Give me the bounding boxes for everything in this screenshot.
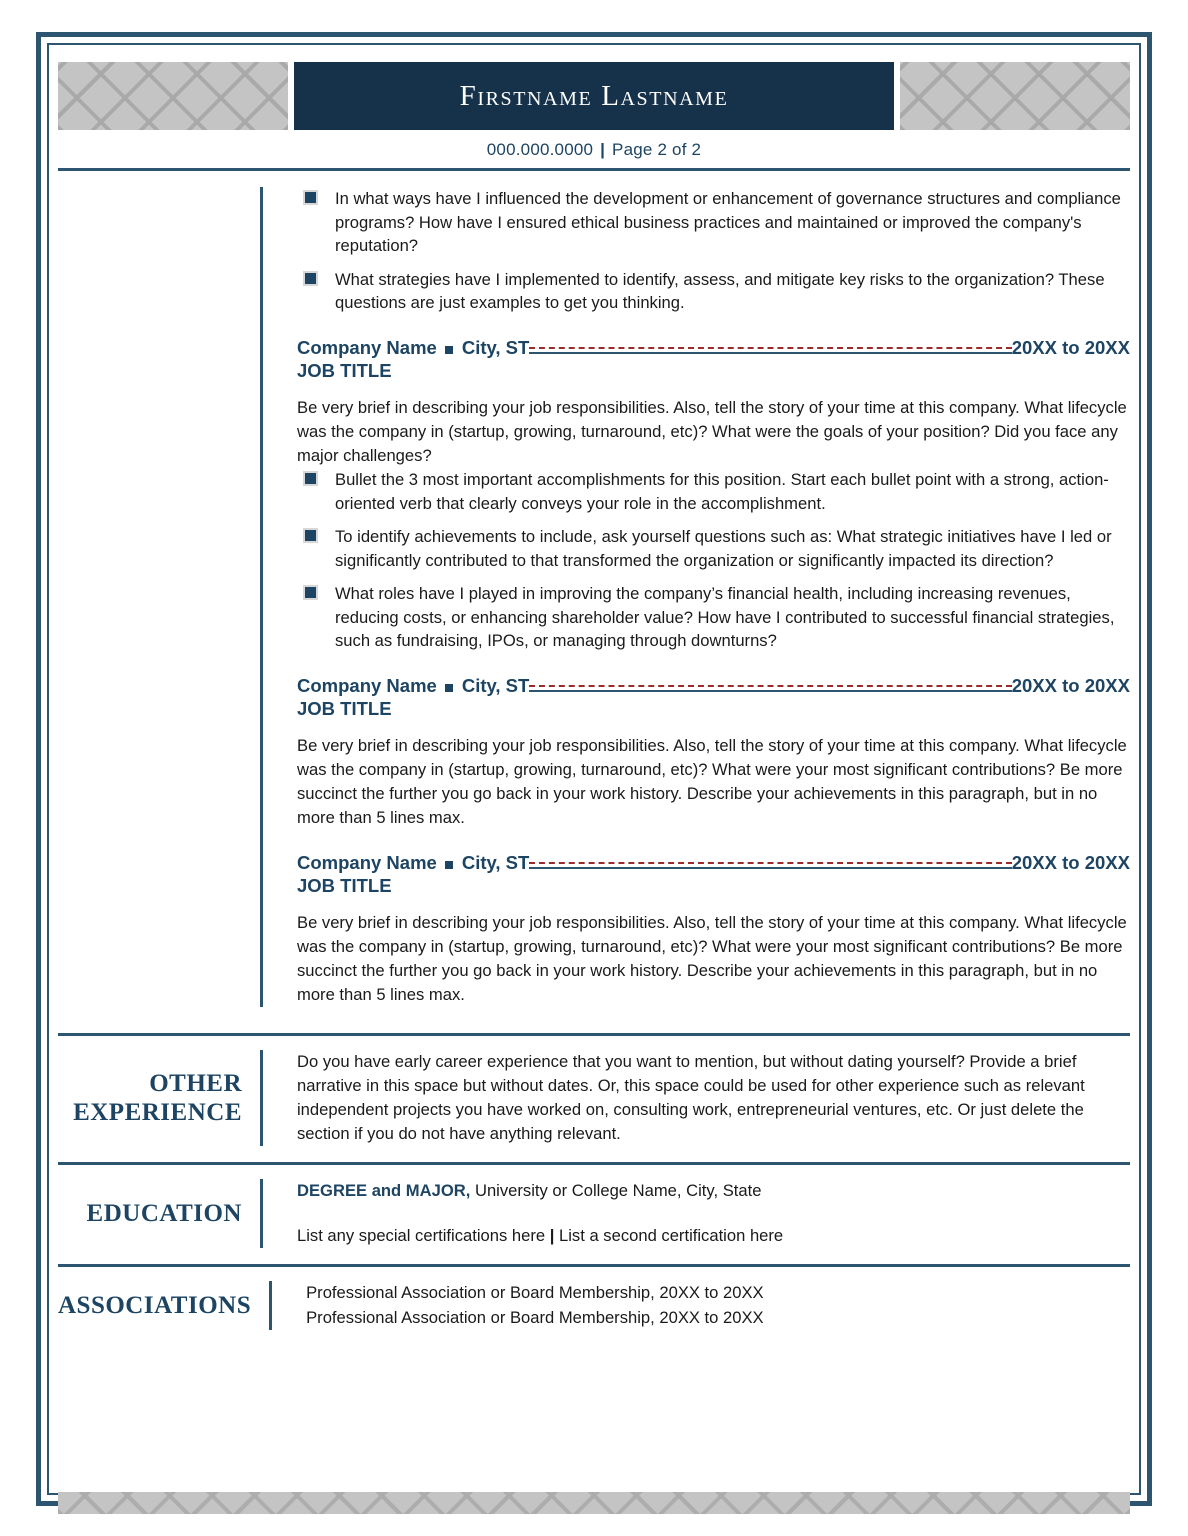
square-bullet-icon: [305, 192, 316, 203]
certification-first: List any special certifications here: [297, 1225, 546, 1245]
section-label-text: EDUCATION: [86, 1200, 242, 1227]
header-band: [58, 62, 1130, 130]
company-name: Company Name: [297, 336, 437, 358]
job-header: [297, 852, 1130, 874]
company-location: City, ST: [461, 852, 530, 874]
list-item: [297, 187, 1130, 258]
bullet-text: Bullet the 3 most important accomplishments for this position. Start each bullet point with a strong, action-oriented verb that clearly conveys your role in the accomplishment.: [335, 469, 1109, 513]
chevron-pattern-left-icon: [58, 62, 288, 130]
chevron-pattern-footer-icon: [58, 1492, 1130, 1514]
job-title: JOB TITLE: [297, 875, 392, 897]
list-item: [297, 525, 1130, 572]
job-entry: [297, 852, 1130, 1007]
employment-dates: 20XX to 20XX: [1011, 852, 1130, 874]
list-item: [297, 582, 1130, 653]
association-item: Professional Association or Board Membership, 20XX to 20XX: [306, 1282, 764, 1302]
certification-second: List a second certification here: [559, 1225, 784, 1245]
experience-section: [58, 171, 1130, 1007]
contact-line: [58, 130, 1130, 166]
job-description: Be very brief in describing your job responsibilities. Also, tell the story of your time at this company. What lifecycle was the company in (startup, growing, turnaround, etc)? What were the goals of your position? Did you face any major challenges?: [297, 397, 1127, 465]
job-description: Be very brief in describing your job responsibilities. Also, tell the story of your time at this company. What lifecycle was the company in (startup, growing, turnaround, etc)? What were your most significant contributions? Be more succinct the further you go back in your work history. Describe your achievements in this paragraph, but in no more than 5 lines max.: [297, 735, 1127, 828]
page-title: Firstname Lastname: [459, 79, 729, 112]
section-label-line2: EXPERIENCE: [73, 1099, 242, 1127]
employment-dates: 20XX to 20XX: [1011, 674, 1130, 696]
section-label-text: ASSOCIATIONS: [58, 1291, 252, 1319]
phone-number: 000.000.0000: [486, 140, 594, 159]
page-content: [58, 54, 1130, 1484]
association-item: Professional Association or Board Membership, 20XX to 20XX: [306, 1307, 764, 1327]
square-separator-icon: [445, 861, 453, 869]
certification-separator: |: [549, 1225, 555, 1245]
education-section: [58, 1165, 1130, 1263]
chevron-pattern-right-icon: [900, 62, 1130, 130]
associations-section: [58, 1267, 1130, 1346]
degree-major: DEGREE and MAJOR,: [297, 1181, 471, 1201]
job-entry: [297, 337, 1130, 653]
square-bullet-icon: [305, 587, 316, 598]
job-title: JOB TITLE: [297, 359, 392, 381]
bullet-text: What strategies have I implemented to identify, assess, and mitigate key risks to the organization? These questions are just examples to get you thinking.: [335, 269, 1105, 313]
section-label-education: [58, 1179, 260, 1247]
dotted-leader: [529, 857, 1011, 869]
job-title: JOB TITLE: [297, 697, 392, 719]
section-label-other-experience: [58, 1050, 260, 1146]
bullet-text: To identify achievements to include, ask yourself questions such as: What strategic initiatives have I led or significantly contributed to that transformed the organization or significantly impacted its direction?: [335, 527, 1112, 570]
dotted-leader: [529, 680, 1011, 692]
section-label-associations: [58, 1281, 269, 1330]
section-body: [263, 1179, 1130, 1247]
school-name: University or College Name, City, State: [470, 1181, 762, 1201]
list-item: [297, 268, 1130, 315]
intro-bullet-list: [297, 187, 1130, 315]
experience-column: [58, 187, 1130, 1007]
company-location: City, ST: [461, 674, 530, 696]
contact-separator: |: [600, 140, 606, 159]
certifications-row: [297, 1224, 1130, 1248]
page-number-label: Page 2 of 2: [612, 140, 702, 159]
section-body: [272, 1281, 1130, 1330]
company-name: Company Name: [297, 852, 437, 874]
list-item: [297, 468, 1130, 515]
bullet-text: What roles have I played in improving the company’s financial health, including increasing revenues, reducing costs, or enhancing shareholder value? How have I contributed to successful financial strategies, such as fundraising, IPOs, or managing through downturns?: [335, 584, 1115, 651]
name-plate: [294, 62, 894, 130]
job-entry: [297, 675, 1130, 830]
dotted-leader: [529, 342, 1011, 354]
square-bullet-icon: [305, 530, 316, 541]
degree-row: [297, 1179, 1130, 1203]
bullet-text: In what ways have I influenced the development or enhancement of governance structures and compliance programs? How have I ensured ethical business practices and maintained or improved the company's reputation?: [335, 189, 1121, 256]
company-location: City, ST: [461, 336, 530, 358]
section-label-line1: OTHER: [149, 1070, 242, 1098]
job-bullet-list: [297, 468, 1130, 653]
job-header: [297, 675, 1130, 697]
job-header: [297, 337, 1130, 359]
company-name: Company Name: [297, 674, 437, 696]
section-body: [263, 1050, 1130, 1146]
square-separator-icon: [445, 684, 453, 692]
square-bullet-icon: [305, 473, 316, 484]
other-experience-section: [58, 1036, 1130, 1162]
other-experience-text: Do you have early career experience that you want to mention, but without dating yourself? Provide a brief narrative in this space but without dates. Or, this space could be used for other experience such as relevant independent projects you have worked on, consulting work, entrepreneurial ventures, etc. Or just delete the section if you do not have anything relevant.: [297, 1052, 1085, 1144]
employment-dates: 20XX to 20XX: [1011, 336, 1130, 358]
job-description: Be very brief in describing your job responsibilities. Also, tell the story of your time at this company. What lifecycle was the company in (startup, growing, turnaround, etc)? What were your most significant contributions? Be more succinct the further you go back in your work history. Describe your achievements in this paragraph, but in no more than 5 lines max.: [297, 913, 1127, 1005]
square-separator-icon: [445, 346, 453, 354]
square-bullet-icon: [305, 273, 316, 284]
